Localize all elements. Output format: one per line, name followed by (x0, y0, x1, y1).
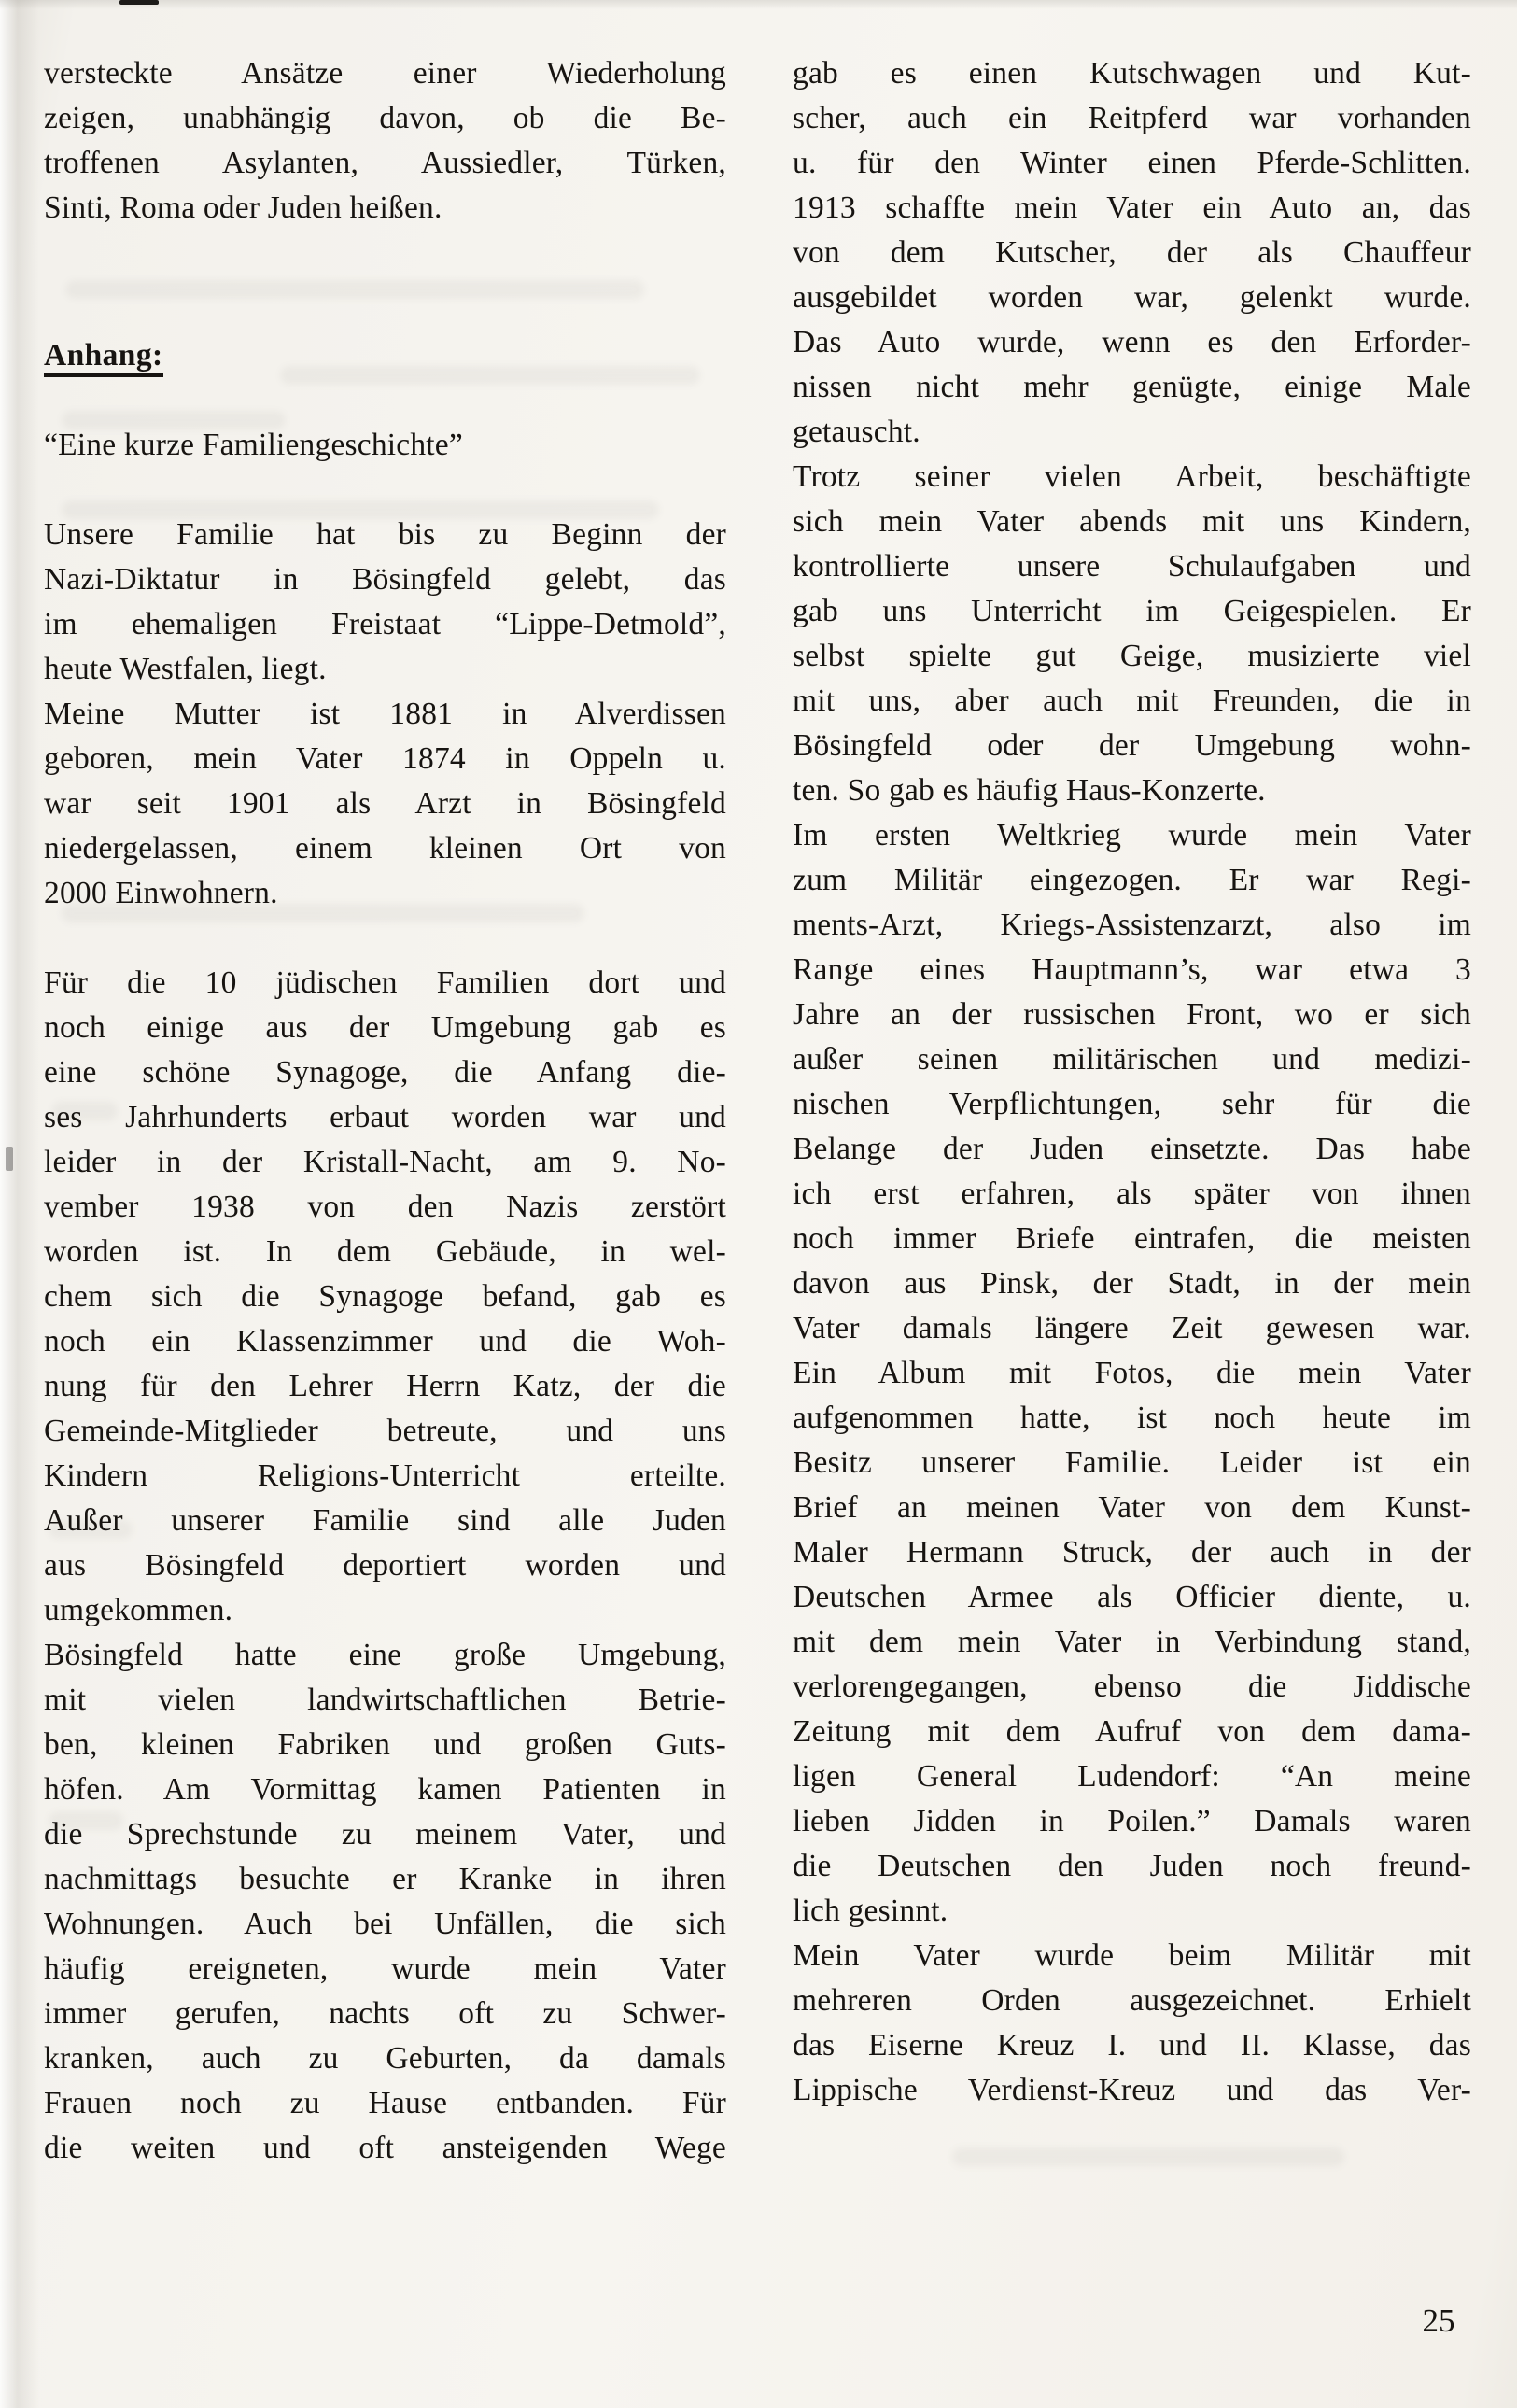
text-line: im ehemaligen Freistaat “Lippe-Detmold”, (44, 607, 726, 642)
text-line: nung für den Lehrer Herrn Katz, der die (44, 1369, 726, 1404)
text-line: mit uns, aber auch mit Freunden, die in (793, 683, 1471, 718)
text-line: Kindern Religions-Unterricht erteilte. (44, 1458, 726, 1494)
text-line: immer gerufen, nachts oft zu Schwer- (44, 1996, 726, 2032)
text-line: Belange der Juden einsetzte. Das habe (793, 1132, 1471, 1166)
text-line: Brief an meinen Vater von dem Kunst- (793, 1490, 1471, 1525)
text-line: ses Jahrhunderts erbaut worden war und (44, 1100, 726, 1135)
text-line: zeigen, unabhängig davon, ob die Be- (44, 101, 726, 135)
text-line: Vater damals längere Zeit gewesen war. (793, 1311, 1471, 1345)
text-line: kranken, auch zu Geburten, da damals (44, 2041, 726, 2077)
text-line: war seit 1901 als Arzt in Bösingfeld (44, 786, 726, 822)
text-line: worden ist. In dem Gebäude, in wel- (44, 1234, 726, 1270)
text-line: aus Bösingfeld deportiert worden und (44, 1548, 726, 1584)
text-line: Trotz seiner vielen Arbeit, beschäftigte (793, 459, 1471, 494)
text-line: noch immer Briefe eintrafen, die meisten (793, 1221, 1471, 1256)
paragraph-gap (44, 231, 726, 333)
text-line: Bösingfeld oder der Umgebung wohn- (793, 728, 1471, 763)
text-line: ten. So gab es häufig Haus-Konzerte. (793, 773, 1266, 808)
bleedthrough-smudge (952, 2147, 1344, 2166)
text-line: eine schöne Synagoge, die Anfang die- (44, 1055, 726, 1091)
text-line: versteckte Ansätze einer Wiederholung (44, 56, 726, 91)
text-line: ben, kleinen Fabriken und großen Guts- (44, 1727, 726, 1763)
column-left (44, 51, 726, 2171)
text-line: noch einige aus der Umgebung gab es (44, 1010, 726, 1046)
text-line: ausgebildet worden war, gelenkt wurde. (793, 280, 1471, 315)
text-line: von dem Kutscher, der als Chauffeur (793, 235, 1471, 270)
text-line: Jahre an der russischen Front, wo er sich (793, 997, 1471, 1032)
text-line: “Eine kurze Familiengeschichte” (44, 428, 463, 463)
text-line: außer seinen militärischen und medizi- (793, 1042, 1471, 1077)
text-line: gab es einen Kutschwagen und Kut- (793, 56, 1471, 91)
text-line: niedergelassen, einem kleinen Ort von (44, 831, 726, 866)
text-line: Bösingfeld hatte eine große Umgebung, (44, 1638, 726, 1673)
text-line: noch ein Klassenzimmer und die Woh- (44, 1324, 726, 1359)
text-line: häufig ereigneten, wurde mein Vater (44, 1951, 726, 1987)
text-line: kontrollierte unsere Schulaufgaben und (793, 549, 1471, 584)
text-line: Meine Mutter ist 1881 in Alverdissen (44, 697, 726, 732)
text-line: getauscht. (793, 415, 920, 449)
scan-edge-shadow-top (0, 0, 1517, 9)
text-line: geboren, mein Vater 1874 in Oppeln u. (44, 741, 726, 777)
text-line: Für die 10 jüdischen Familien dort und (44, 965, 726, 1001)
text-line: verlorengegangen, ebenso die Jiddische (793, 1669, 1471, 1704)
text-line: 1913 schaffte mein Vater ein Auto an, das (793, 190, 1471, 225)
scan-artifact (6, 1147, 13, 1171)
text-line: Range eines Hauptmann’s, war etwa 3 (793, 952, 1471, 987)
text-line: ich erst erfahren, als später von ihnen (793, 1176, 1471, 1211)
text-line: Gemeinde-Mitglieder betreute, und uns (44, 1414, 726, 1449)
text-line: nissen nicht mehr genügte, einige Male (793, 370, 1471, 404)
text-line: selbst spielte gut Geige, musizierte viel (793, 639, 1471, 673)
paragraph-gap (44, 378, 726, 423)
column-right (793, 51, 1471, 2113)
text-line: aufgenommen hatte, ist noch heute im (793, 1401, 1471, 1435)
text-line: Unsere Familie hat bis zu Beginn der (44, 517, 726, 553)
text-line: lich gesinnt. (793, 1894, 948, 1928)
paragraph-gap (44, 468, 726, 513)
section-heading-text: Anhang: (44, 338, 163, 377)
text-line: die weiten und oft ansteigenden Wege (44, 2131, 726, 2166)
text-line: die Sprechstunde zu meinem Vater, und (44, 1817, 726, 1852)
text-line: chem sich die Synagoge befand, gab es (44, 1279, 726, 1315)
text-line: lieben Jidden in Poilen.” Damals waren (793, 1804, 1471, 1838)
text-line: Das Auto wurde, wenn es den Erforder- (793, 325, 1471, 359)
text-line: sich mein Vater abends mit uns Kindern, (793, 504, 1471, 539)
text-line: ments-Arzt, Kriegs-Assistenzarzt, also im (793, 908, 1471, 942)
text-line: davon aus Pinsk, der Stadt, in der mein (793, 1266, 1471, 1301)
text-line: nachmittags besuchte er Kranke in ihren (44, 1862, 726, 1897)
text-line: nischen Verpflichtungen, sehr für die (793, 1087, 1471, 1121)
text-line: Deutschen Armee als Officier diente, u. (793, 1580, 1471, 1614)
paragraph-gap (44, 916, 726, 961)
text-line: zum Militär eingezogen. Er war Regi- (793, 863, 1471, 897)
text-line: Maler Hermann Struck, der auch in der (793, 1535, 1471, 1570)
text-line: mehreren Orden ausgezeichnet. Erhielt (793, 1983, 1471, 2018)
text-line: mit dem mein Vater in Verbindung stand, (793, 1625, 1471, 1659)
text-line: das Eiserne Kreuz I. und II. Klasse, das (793, 2028, 1471, 2063)
text-line: 2000 Einwohnern. (44, 876, 278, 911)
text-line: Nazi-Diktatur in Bösingfeld gelebt, das (44, 562, 726, 598)
text-line: leider in der Kristall-Nacht, am 9. No- (44, 1145, 726, 1180)
text-line: Zeitung mit dem Aufruf von dem dama- (793, 1714, 1471, 1749)
text-line: Außer unserer Familie sind alle Juden (44, 1503, 726, 1539)
page-number: 25 (1422, 2302, 1455, 2339)
text-line: Sinti, Roma oder Juden heißen. (44, 190, 442, 225)
text-line: Wohnungen. Auch bei Unfällen, die sich (44, 1907, 726, 1942)
section-heading (44, 333, 726, 378)
scan-artifact (119, 0, 159, 5)
text-line: u. für den Winter einen Pferde-Schlitten. (793, 146, 1471, 180)
text-line: Mein Vater wurde beim Militär mit (793, 1938, 1471, 1973)
text-line: Frauen noch zu Hause entbanden. Für (44, 2086, 726, 2121)
text-line: umgekommen. (44, 1593, 233, 1628)
text-line: höfen. Am Vormittag kamen Patienten in (44, 1772, 726, 1808)
text-line: Ein Album mit Fotos, die mein Vater (793, 1356, 1471, 1390)
text-line: die Deutschen den Juden noch freund- (793, 1849, 1471, 1883)
text-line: gab uns Unterricht im Geigespielen. Er (793, 594, 1471, 628)
text-line: vember 1938 von den Nazis zerstört (44, 1190, 726, 1225)
text-line: scher, auch ein Reitpferd war vorhanden (793, 101, 1471, 135)
text-line: troffenen Asylanten, Aussiedler, Türken, (44, 146, 726, 180)
scan-edge-shadow (0, 0, 39, 2408)
text-line: Im ersten Weltkrieg wurde mein Vater (793, 818, 1471, 852)
text-line: mit vielen landwirtschaftlichen Betrie- (44, 1683, 726, 1718)
text-line: Besitz unserer Familie. Leider ist ein (793, 1445, 1471, 1480)
text-line: ligen General Ludendorf: “An meine (793, 1759, 1471, 1794)
text-line: heute Westfalen, liegt. (44, 652, 327, 687)
text-line: Lippische Verdienst-Kreuz und das Ver- (793, 2073, 1471, 2107)
